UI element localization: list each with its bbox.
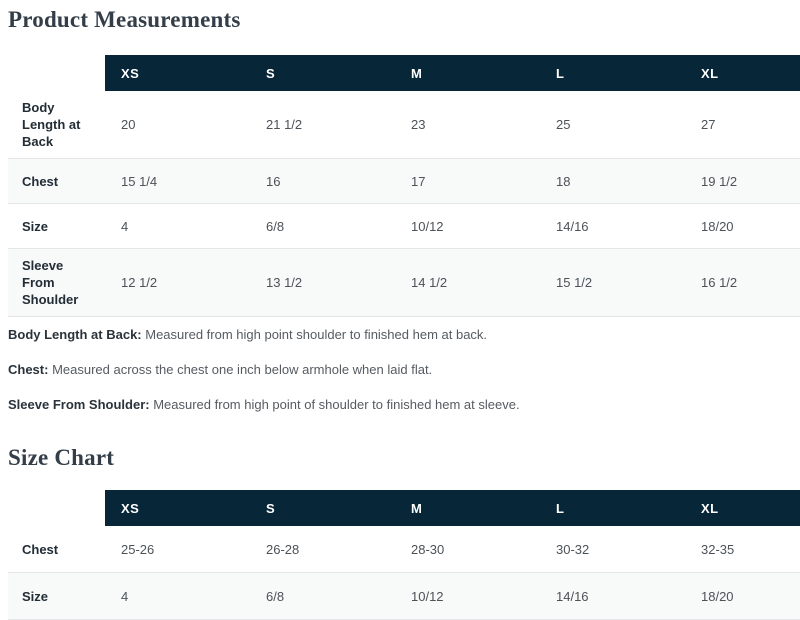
table-cell: 27 — [701, 117, 716, 132]
table-cell: 16 1/2 — [701, 275, 738, 290]
table-row — [8, 526, 800, 573]
column-header-xl: XL — [701, 500, 719, 516]
column-header-m: M — [411, 500, 423, 516]
column-header-l: L — [556, 65, 565, 81]
measurement-note — [8, 362, 800, 378]
row-label: Sleeve From Shoulder — [22, 258, 79, 307]
column-header-xs: XS — [121, 65, 140, 81]
table-cell: 20 — [121, 117, 136, 132]
table-cell: 14/16 — [556, 588, 589, 604]
table-cell: 4 — [121, 588, 129, 604]
table-cell: 25-26 — [121, 541, 155, 557]
table-cell: 25 — [556, 117, 571, 132]
column-header-xl: XL — [701, 65, 719, 81]
size-chart-table — [8, 490, 800, 620]
note-description: Measured from high point of shoulder to finished hem at sleeve. — [149, 397, 520, 412]
table-cell: 13 1/2 — [266, 275, 303, 290]
measurements-table — [8, 55, 800, 317]
table-cell: 32-35 — [701, 541, 735, 557]
table-cell: 30-32 — [556, 541, 590, 557]
measurement-notes — [8, 327, 800, 413]
table-cell: 16 — [266, 173, 281, 189]
table-cell: 18 — [556, 173, 571, 189]
table-cell: 14 1/2 — [411, 275, 448, 290]
row-label: Size — [22, 218, 49, 234]
header-band — [105, 490, 800, 526]
row-label: Size — [22, 588, 49, 604]
note-description: Measured across the chest one inch below armhole when laid flat. — [48, 362, 433, 377]
table-row — [8, 204, 800, 249]
row-label: Chest — [22, 541, 59, 557]
table-cell: 15 1/4 — [121, 173, 158, 189]
table-row — [8, 159, 800, 204]
table-cell: 4 — [121, 218, 129, 234]
table-cell: 17 — [411, 173, 426, 189]
product-measurements-title: Product Measurements — [8, 7, 241, 32]
measurement-note — [8, 327, 800, 343]
table-cell: 26-28 — [266, 541, 300, 557]
row-label: Body Length at Back — [22, 100, 81, 149]
size-chart-title: Size Chart — [8, 445, 115, 470]
table-cell: 18/20 — [701, 218, 734, 234]
table-cell: 28-30 — [411, 541, 445, 557]
note-description: Measured from high point shoulder to finished hem at back. — [141, 327, 488, 342]
header-band — [105, 55, 800, 91]
table-cell: 10/12 — [411, 218, 444, 234]
column-header-s: S — [266, 500, 276, 516]
table-cell: 19 1/2 — [701, 173, 738, 189]
column-header-s: S — [266, 65, 276, 81]
table-cell: 15 1/2 — [556, 275, 593, 290]
table-cell: 12 1/2 — [121, 275, 158, 290]
table-cell: 10/12 — [411, 588, 444, 604]
table-cell: 6/8 — [266, 218, 285, 234]
header-label-spacer — [8, 55, 105, 91]
measurement-note — [8, 397, 800, 413]
column-header-xs: XS — [121, 500, 140, 516]
table-cell: 6/8 — [266, 588, 285, 604]
table-row — [8, 573, 800, 620]
table-cell: 18/20 — [701, 588, 734, 604]
table-row — [8, 91, 800, 159]
note-term: Chest: — [8, 362, 49, 377]
note-term: Sleeve From Shoulder: — [8, 397, 150, 412]
table-cell: 21 1/2 — [266, 117, 303, 132]
table-cell: 23 — [411, 117, 426, 132]
note-term: Body Length at Back: — [8, 327, 142, 342]
table-header-row — [8, 490, 800, 526]
table-header-row — [8, 55, 800, 91]
header-label-spacer — [8, 490, 105, 526]
table-cell: 14/16 — [556, 218, 589, 234]
table-row — [8, 249, 800, 317]
row-label: Chest — [22, 173, 59, 189]
column-header-l: L — [556, 500, 565, 516]
column-header-m: M — [411, 65, 423, 81]
